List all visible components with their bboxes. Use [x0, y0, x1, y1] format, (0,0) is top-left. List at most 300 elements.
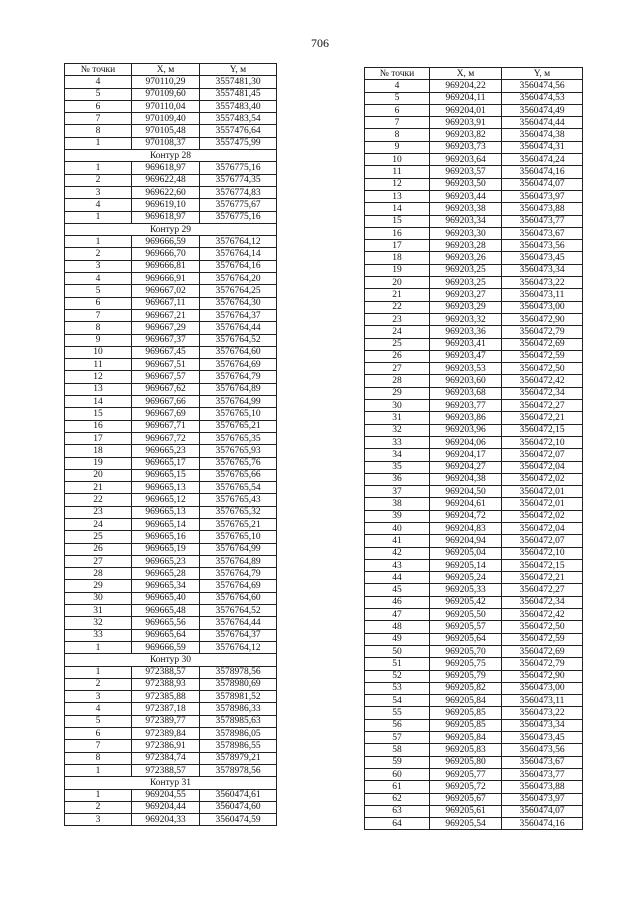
coordinates-table-left	[64, 63, 277, 826]
table-row	[365, 363, 583, 375]
point-number-cell: 55	[365, 707, 430, 719]
point-number-cell: 2	[65, 174, 132, 186]
table-row	[65, 113, 277, 125]
table-row	[65, 383, 277, 395]
table-row	[365, 547, 583, 559]
table-row	[65, 137, 277, 149]
x-cell: 969203,32	[430, 313, 502, 325]
x-cell: 969203,96	[430, 424, 502, 436]
table-row	[365, 633, 583, 645]
x-cell: 972388,57	[132, 666, 200, 678]
y-cell: 3560473,67	[502, 227, 583, 239]
table-row	[65, 518, 277, 530]
y-cell: 3560473,77	[502, 768, 583, 780]
y-cell: 3560474,44	[502, 117, 583, 129]
point-number-cell: 10	[65, 346, 132, 358]
x-cell: 969622,60	[132, 186, 200, 198]
y-cell: 3560474,49	[502, 104, 583, 116]
x-cell: 969204,38	[430, 473, 502, 485]
point-number-cell: 8	[65, 322, 132, 334]
table-row	[65, 555, 277, 567]
point-number-cell: 12	[365, 178, 430, 190]
table-row	[365, 645, 583, 657]
x-cell: 970110,29	[132, 76, 200, 88]
table-row	[65, 568, 277, 580]
y-cell: 3576764,99	[200, 396, 277, 408]
x-cell: 969667,02	[132, 285, 200, 297]
x-cell: 969203,41	[430, 338, 502, 350]
table-row	[365, 486, 583, 498]
x-cell: 969667,11	[132, 297, 200, 309]
table-row	[365, 732, 583, 744]
x-cell: 970108,37	[132, 137, 200, 149]
table-row	[365, 461, 583, 473]
y-cell: 3557483,40	[200, 100, 277, 112]
y-cell: 3560472,79	[502, 658, 583, 670]
y-cell: 3576765,35	[200, 432, 277, 444]
y-cell: 3560472,04	[502, 461, 583, 473]
table-row	[65, 764, 277, 776]
table-row	[365, 436, 583, 448]
table-row	[365, 387, 583, 399]
point-number-cell: 4	[65, 273, 132, 285]
y-cell: 3560472,42	[502, 609, 583, 621]
y-cell: 3578978,56	[200, 666, 277, 678]
y-cell: 3560474,07	[502, 178, 583, 190]
table-row	[365, 535, 583, 547]
header-y: Y, м	[502, 68, 583, 80]
x-cell: 969203,57	[430, 166, 502, 178]
point-number-cell: 24	[65, 518, 132, 530]
point-number-cell: 24	[365, 326, 430, 338]
y-cell: 3560472,02	[502, 473, 583, 485]
x-cell: 969665,17	[132, 457, 200, 469]
table-row	[65, 752, 277, 764]
y-cell: 3560472,02	[502, 510, 583, 522]
y-cell: 3560472,07	[502, 535, 583, 547]
y-cell: 3560472,21	[502, 572, 583, 584]
point-number-cell: 57	[365, 732, 430, 744]
y-cell: 3576764,44	[200, 617, 277, 629]
y-cell: 3560474,24	[502, 154, 583, 166]
table-row	[365, 572, 583, 584]
x-cell: 969205,75	[430, 658, 502, 670]
x-cell: 969618,97	[132, 162, 200, 174]
table-row	[65, 186, 277, 198]
x-cell: 969203,25	[430, 264, 502, 276]
y-cell: 3560472,10	[502, 436, 583, 448]
x-cell: 969203,47	[430, 350, 502, 362]
header-x: X, м	[430, 68, 502, 80]
x-cell: 969667,72	[132, 432, 200, 444]
table-row	[65, 396, 277, 408]
table-row	[365, 215, 583, 227]
point-number-cell: 32	[365, 424, 430, 436]
y-cell: 3576764,25	[200, 285, 277, 297]
x-cell: 969665,13	[132, 506, 200, 518]
y-cell: 3576764,20	[200, 273, 277, 285]
table-row	[365, 326, 583, 338]
point-number-cell: 62	[365, 793, 430, 805]
x-cell: 969203,60	[430, 375, 502, 387]
table-row	[365, 498, 583, 510]
x-cell: 969203,36	[430, 326, 502, 338]
x-cell: 969205,04	[430, 547, 502, 559]
y-cell: 3560472,21	[502, 412, 583, 424]
x-cell: 970109,60	[132, 88, 200, 100]
y-cell: 3576765,76	[200, 457, 277, 469]
table-row	[65, 580, 277, 592]
y-cell: 3576764,69	[200, 359, 277, 371]
point-number-cell: 28	[365, 375, 430, 387]
table-row	[365, 338, 583, 350]
point-number-cell: 46	[365, 596, 430, 608]
y-cell: 3576764,16	[200, 260, 277, 272]
y-cell: 3560472,04	[502, 522, 583, 534]
point-number-cell: 16	[65, 420, 132, 432]
y-cell: 3560474,16	[502, 818, 583, 830]
header-y: Y, м	[200, 64, 277, 76]
header-x: X, м	[132, 64, 200, 76]
y-cell: 3578980,69	[200, 678, 277, 690]
x-cell: 969204,22	[430, 80, 502, 92]
x-cell: 969618,97	[132, 211, 200, 223]
x-cell: 970110,04	[132, 100, 200, 112]
table-row	[365, 129, 583, 141]
y-cell: 3578978,56	[200, 764, 277, 776]
point-number-cell: 21	[65, 482, 132, 494]
y-cell: 3576765,93	[200, 445, 277, 457]
x-cell: 969619,10	[132, 199, 200, 211]
table-row	[65, 531, 277, 543]
x-cell: 969204,33	[132, 814, 200, 826]
table-row	[65, 408, 277, 420]
point-number-cell: 16	[365, 227, 430, 239]
y-cell: 3576765,43	[200, 494, 277, 506]
x-cell: 969665,56	[132, 617, 200, 629]
point-number-cell: 1	[65, 641, 132, 653]
table-row	[65, 371, 277, 383]
y-cell: 3560472,50	[502, 621, 583, 633]
page-number: 706	[311, 36, 329, 50]
x-cell: 969205,83	[430, 744, 502, 756]
y-cell: 3576765,32	[200, 506, 277, 518]
point-number-cell: 63	[365, 805, 430, 817]
point-number-cell: 26	[65, 543, 132, 555]
table-row	[365, 313, 583, 325]
point-number-cell: 58	[365, 744, 430, 756]
table-row	[365, 400, 583, 412]
point-number-cell: 11	[365, 166, 430, 178]
point-number-cell: 25	[65, 531, 132, 543]
table-row	[65, 88, 277, 100]
table-row	[365, 141, 583, 153]
point-number-cell: 51	[365, 658, 430, 670]
table-row	[365, 252, 583, 264]
table-row	[65, 100, 277, 112]
y-cell: 3576764,89	[200, 555, 277, 567]
table-row	[65, 334, 277, 346]
point-number-cell: 2	[65, 248, 132, 260]
point-number-cell: 3	[65, 260, 132, 272]
table-row	[365, 412, 583, 424]
point-number-cell: 1	[65, 211, 132, 223]
point-number-cell: 10	[365, 154, 430, 166]
x-cell: 972386,91	[132, 740, 200, 752]
y-cell: 3557481,45	[200, 88, 277, 100]
point-number-cell: 1	[65, 236, 132, 248]
point-number-cell: 37	[365, 486, 430, 498]
y-cell: 3576765,10	[200, 408, 277, 420]
y-cell: 3578986,33	[200, 703, 277, 715]
point-number-cell: 27	[365, 363, 430, 375]
x-cell: 969667,69	[132, 408, 200, 420]
point-number-cell: 40	[365, 522, 430, 534]
y-cell: 3560473,11	[502, 695, 583, 707]
y-cell: 3560472,90	[502, 670, 583, 682]
y-cell: 3578986,55	[200, 740, 277, 752]
x-cell: 969204,61	[430, 498, 502, 510]
point-number-cell: 7	[65, 113, 132, 125]
y-cell: 3560474,53	[502, 92, 583, 104]
table-row	[65, 432, 277, 444]
y-cell: 3576764,89	[200, 383, 277, 395]
table-row	[365, 301, 583, 313]
x-cell: 969665,19	[132, 543, 200, 555]
x-cell: 969203,25	[430, 277, 502, 289]
y-cell: 3560472,34	[502, 596, 583, 608]
table-row	[365, 350, 583, 362]
y-cell: 3576764,79	[200, 371, 277, 383]
table-row	[65, 248, 277, 260]
x-cell: 969205,85	[430, 719, 502, 731]
table-row	[365, 609, 583, 621]
x-cell: 969203,77	[430, 400, 502, 412]
table-row	[365, 744, 583, 756]
point-number-cell: 18	[65, 445, 132, 457]
table-row	[365, 92, 583, 104]
contour-heading-row	[65, 150, 277, 162]
x-cell: 969204,83	[430, 522, 502, 534]
x-cell: 969205,82	[430, 682, 502, 694]
y-cell: 3560472,01	[502, 498, 583, 510]
table-row	[65, 309, 277, 321]
point-number-cell: 29	[65, 580, 132, 592]
y-cell: 3560473,88	[502, 203, 583, 215]
y-cell: 3576764,37	[200, 629, 277, 641]
table-row	[365, 781, 583, 793]
table-header-row	[365, 68, 583, 80]
point-number-cell: 1	[65, 789, 132, 801]
table-row	[65, 482, 277, 494]
table-row	[365, 670, 583, 682]
point-number-cell: 47	[365, 609, 430, 621]
y-cell: 3578985,63	[200, 715, 277, 727]
y-cell: 3576774,35	[200, 174, 277, 186]
point-number-cell: 6	[65, 728, 132, 740]
y-cell: 3576764,37	[200, 309, 277, 321]
point-number-cell: 6	[65, 100, 132, 112]
point-number-cell: 5	[65, 285, 132, 297]
y-cell: 3557481,30	[200, 76, 277, 88]
point-number-cell: 8	[65, 125, 132, 137]
point-number-cell: 19	[65, 457, 132, 469]
table-row	[65, 789, 277, 801]
point-number-cell: 23	[65, 506, 132, 518]
y-cell: 3560472,42	[502, 375, 583, 387]
y-cell: 3560472,69	[502, 338, 583, 350]
table-row	[365, 104, 583, 116]
y-cell: 3560474,07	[502, 805, 583, 817]
y-cell: 3560472,90	[502, 313, 583, 325]
y-cell: 3576775,16	[200, 211, 277, 223]
point-number-cell: 3	[65, 814, 132, 826]
x-cell: 972389,77	[132, 715, 200, 727]
y-cell: 3578981,52	[200, 691, 277, 703]
table-row	[65, 617, 277, 629]
point-number-cell: 27	[65, 555, 132, 567]
y-cell: 3576764,60	[200, 346, 277, 358]
y-cell: 3576764,12	[200, 641, 277, 653]
table-row	[365, 756, 583, 768]
y-cell: 3576765,66	[200, 469, 277, 481]
y-cell: 3578986,05	[200, 728, 277, 740]
x-cell: 969665,12	[132, 494, 200, 506]
x-cell: 969205,57	[430, 621, 502, 633]
point-number-cell: 33	[365, 436, 430, 448]
contour-heading: Контур 28	[65, 150, 277, 162]
point-number-cell: 31	[65, 605, 132, 617]
y-cell: 3560473,22	[502, 277, 583, 289]
y-cell: 3576764,52	[200, 334, 277, 346]
x-cell: 969204,94	[430, 535, 502, 547]
y-cell: 3560473,00	[502, 301, 583, 313]
x-cell: 969204,72	[430, 510, 502, 522]
table-row	[65, 162, 277, 174]
table-row	[365, 473, 583, 485]
point-number-cell: 17	[365, 240, 430, 252]
table-row	[65, 703, 277, 715]
point-number-cell: 4	[65, 199, 132, 211]
point-number-cell: 9	[365, 141, 430, 153]
table-row	[65, 297, 277, 309]
x-cell: 969205,85	[430, 707, 502, 719]
table-row	[65, 629, 277, 641]
table-row	[65, 666, 277, 678]
y-cell: 3560472,27	[502, 584, 583, 596]
x-cell: 969205,50	[430, 609, 502, 621]
point-number-cell: 22	[365, 301, 430, 313]
x-cell: 969666,81	[132, 260, 200, 272]
point-number-cell: 1	[65, 162, 132, 174]
x-cell: 969203,44	[430, 190, 502, 202]
y-cell: 3576764,99	[200, 543, 277, 555]
table-row	[365, 695, 583, 707]
table-row	[65, 199, 277, 211]
table-row	[65, 715, 277, 727]
y-cell: 3576764,52	[200, 605, 277, 617]
table-row	[365, 277, 583, 289]
x-cell: 969203,28	[430, 240, 502, 252]
point-number-cell: 7	[365, 117, 430, 129]
contour-heading-row	[65, 777, 277, 789]
y-cell: 3560473,67	[502, 756, 583, 768]
table-row	[65, 76, 277, 88]
x-cell: 969203,82	[430, 129, 502, 141]
point-number-cell: 12	[65, 371, 132, 383]
table-row	[65, 506, 277, 518]
point-number-cell: 54	[365, 695, 430, 707]
x-cell: 970105,48	[132, 125, 200, 137]
y-cell: 3560473,45	[502, 252, 583, 264]
x-cell: 969203,53	[430, 363, 502, 375]
point-number-cell: 36	[365, 473, 430, 485]
table-row	[365, 375, 583, 387]
y-cell: 3576774,83	[200, 186, 277, 198]
table-row	[65, 691, 277, 703]
x-cell: 969666,70	[132, 248, 200, 260]
y-cell: 3560473,56	[502, 744, 583, 756]
table-row	[365, 707, 583, 719]
table-row	[65, 260, 277, 272]
y-cell: 3557475,99	[200, 137, 277, 149]
point-number-cell: 56	[365, 719, 430, 731]
x-cell: 969204,27	[430, 461, 502, 473]
x-cell: 969205,79	[430, 670, 502, 682]
point-number-cell: 6	[65, 297, 132, 309]
x-cell: 972385,88	[132, 691, 200, 703]
x-cell: 972387,18	[132, 703, 200, 715]
y-cell: 3557476,64	[200, 125, 277, 137]
y-cell: 3576764,69	[200, 580, 277, 592]
y-cell: 3560472,15	[502, 559, 583, 571]
y-cell: 3576764,30	[200, 297, 277, 309]
y-cell: 3560472,34	[502, 387, 583, 399]
point-number-cell: 13	[365, 190, 430, 202]
x-cell: 969203,50	[430, 178, 502, 190]
point-number-cell: 29	[365, 387, 430, 399]
table-row	[65, 605, 277, 617]
point-number-cell: 14	[365, 203, 430, 215]
y-cell: 3576775,16	[200, 162, 277, 174]
point-number-cell: 50	[365, 645, 430, 657]
point-number-cell: 13	[65, 383, 132, 395]
table-row	[65, 728, 277, 740]
point-number-cell: 3	[65, 691, 132, 703]
x-cell: 969204,06	[430, 436, 502, 448]
point-number-cell: 32	[65, 617, 132, 629]
point-number-cell: 7	[65, 740, 132, 752]
table-row	[65, 543, 277, 555]
x-cell: 969205,42	[430, 596, 502, 608]
x-cell: 969667,21	[132, 309, 200, 321]
point-number-cell: 19	[365, 264, 430, 276]
point-number-cell: 8	[365, 129, 430, 141]
table-row	[65, 322, 277, 334]
table-row	[65, 285, 277, 297]
table-row	[65, 678, 277, 690]
point-number-cell: 42	[365, 547, 430, 559]
table-row	[365, 227, 583, 239]
x-cell: 969665,15	[132, 469, 200, 481]
point-number-cell: 45	[365, 584, 430, 596]
table-row	[365, 719, 583, 731]
x-cell: 969205,67	[430, 793, 502, 805]
y-cell: 3560472,01	[502, 486, 583, 498]
y-cell: 3576764,79	[200, 568, 277, 580]
y-cell: 3560472,15	[502, 424, 583, 436]
table-row	[365, 793, 583, 805]
